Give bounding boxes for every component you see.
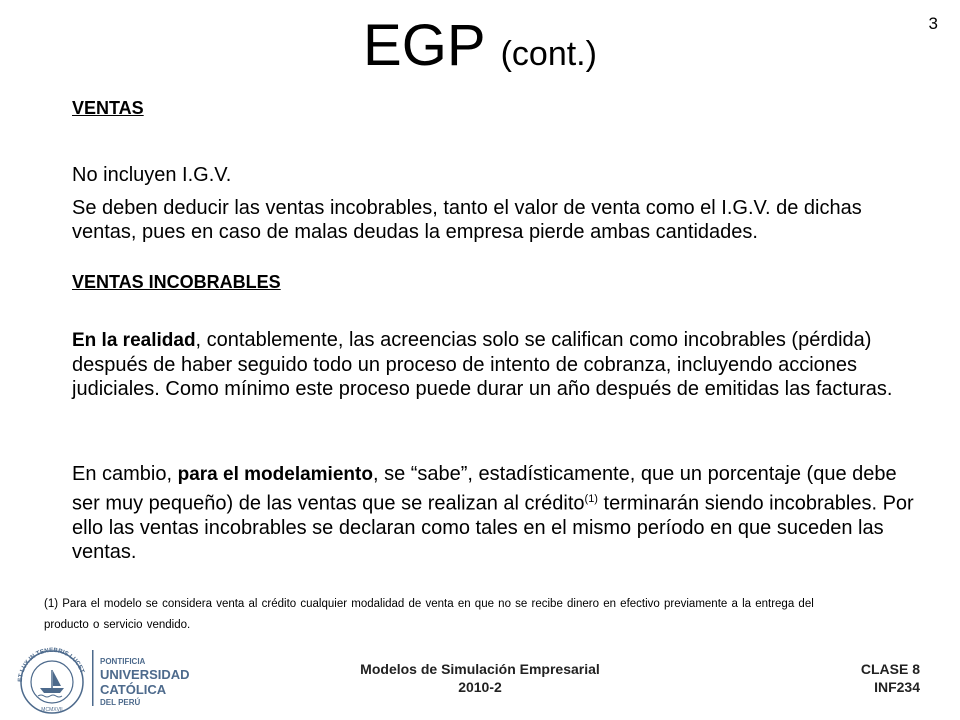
ventas-heading: VENTAS: [72, 98, 144, 118]
ventas-line-1: No incluyen I.G.V.: [72, 164, 232, 186]
footer-right: [861, 660, 920, 696]
p2-bold: para el modelamiento: [177, 464, 373, 485]
incobrables-heading: VENTAS INCOBRABLES: [72, 272, 284, 293]
footnote: (1) Para el modelo se considera venta al crédito cualquier modalidad de venta en que no se recibe dinero en efectivo previamente a la entrega del producto o servicio vendido.: [44, 598, 814, 631]
seal-motto: ET LUX IN TENEBRIS LUCET: [16, 646, 86, 683]
incobrables-paragraph-2: [72, 462, 917, 564]
seal-year: MCMXVII: [41, 707, 63, 713]
seal-waves: [38, 695, 62, 697]
page-number: 3: [928, 14, 938, 33]
logo-line-4: DEL PERÚ: [100, 698, 141, 707]
p1-bold: En la realidad: [72, 330, 196, 351]
seal-ship-hull: [40, 688, 64, 693]
p2-mid: , se “sabe”, estadísticamente, que un porcentaje (que debe ser muy pequeño) de las ventas que se realizan al crédito: [72, 463, 897, 515]
footer-term: 2010-2: [458, 679, 502, 695]
p2-end: terminarán siendo incobrables. Por ello las ventas incobrables se declaran como tales en el mismo período en que suceden las ventas.: [72, 492, 914, 563]
slide-title: [0, 14, 960, 86]
logo-line-1: PONTIFICIA: [100, 657, 146, 666]
logo-line-2: UNIVERSIDAD: [100, 667, 190, 682]
logo-divider: [92, 650, 94, 706]
footnote-marker: (1): [584, 493, 598, 505]
logo-line-3: CATÓLICA: [100, 682, 167, 697]
ventas-line-2: Se deben deducir las ventas incobrables, tanto el valor de venta como el I.G.V. de dichas ventas, pues en caso de malas deudas la empresa pierde ambas cantidades.: [72, 197, 862, 243]
p1-rest: , contablemente, las acreencias solo se califican como incobrables (pérdida) después de haber seguido todo un proceso de intento de cobranza, incluyendo acciones judiciales. Como mínimo este proceso puede durar un año después de emitidas las facturas.: [72, 329, 893, 400]
seal-ship-sail: [53, 671, 61, 686]
footer-center: [300, 660, 660, 696]
university-logo: [10, 642, 215, 714]
footer-class: CLASE 8: [860, 661, 920, 677]
title-sub: (cont.): [500, 35, 597, 73]
footer-code: INF234: [874, 679, 920, 695]
p2-start: En cambio,: [72, 463, 178, 485]
footer-course: Modelos de Simulación Empresarial: [360, 661, 600, 677]
incobrables-paragraph-1: [72, 328, 912, 401]
title-main: EGP: [363, 13, 485, 78]
